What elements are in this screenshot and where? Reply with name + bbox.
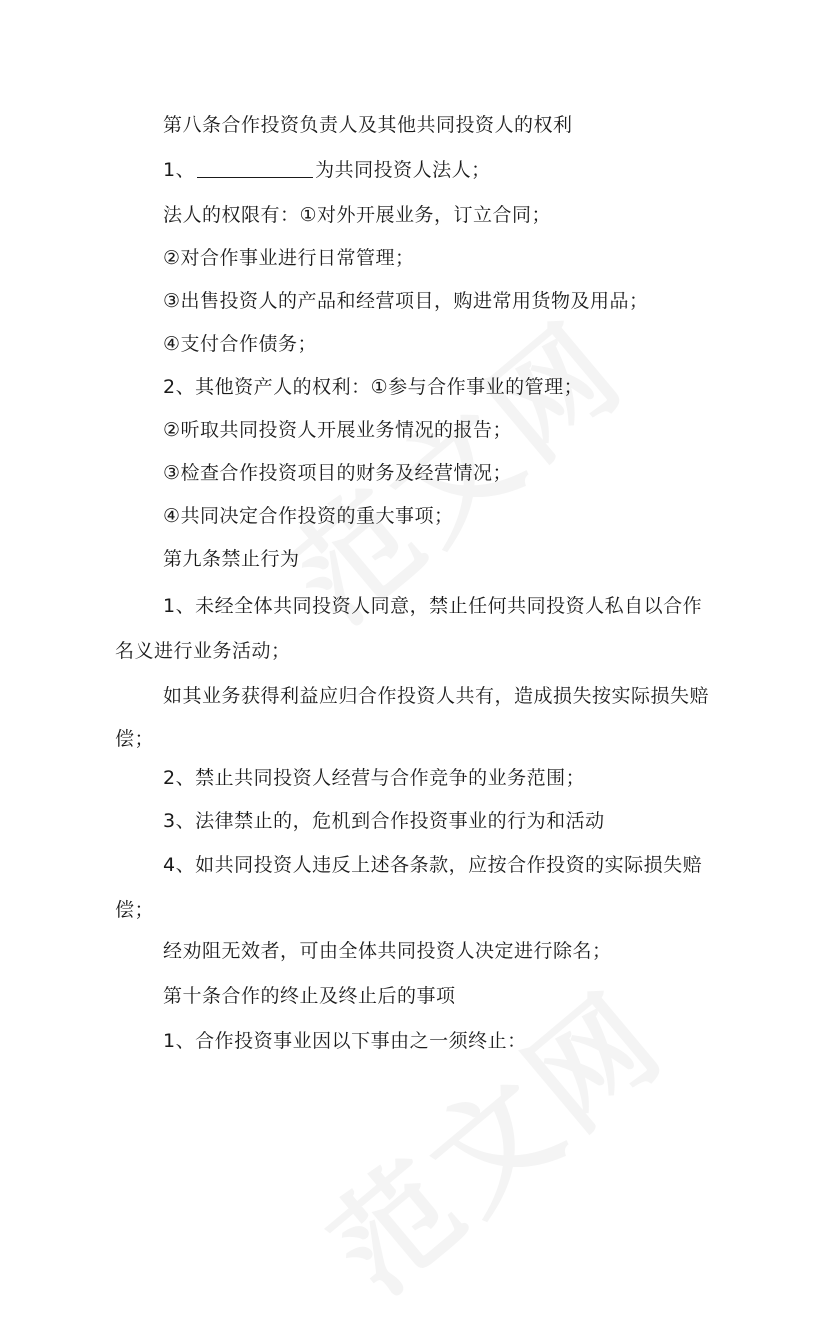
paragraph-text: 为共同投资人法人； xyxy=(315,159,491,181)
fill-in-blank[interactable] xyxy=(197,157,313,178)
paragraph-line: ②听取共同投资人开展业务情况的报告； xyxy=(163,419,513,441)
article-10-heading: 第十条合作的终止及终止后的事项 xyxy=(163,985,456,1007)
paragraph-line: ②对合作事业进行日常管理； xyxy=(163,247,415,269)
article-8-heading: 第八条合作投资负责人及其他共同投资人的权利 xyxy=(163,114,573,136)
list-number: 1、 xyxy=(163,159,196,181)
paragraph-line: 偿； xyxy=(115,728,155,750)
paragraph-line: ④支付合作债务； xyxy=(163,333,318,355)
paragraph-line: 1、未经全体共同投资人同意，禁止任何共同投资人私自以合作 xyxy=(163,595,703,617)
paragraph-line: ③检查合作投资项目的财务及经营情况； xyxy=(163,462,513,484)
paragraph-line: 1、合作投资事业因以下事由之一须终止： xyxy=(163,1030,527,1052)
paragraph-line: 2、其他资产人的权利：①参与合作事业的管理； xyxy=(163,376,584,398)
paragraph-line: 3、法律禁止的，危机到合作投资事业的行为和活动 xyxy=(163,810,605,832)
paragraph-line: ③出售投资人的产品和经营项目，购进常用货物及用品； xyxy=(163,290,649,312)
paragraph-line: ④共同决定合作投资的重大事项； xyxy=(163,505,454,527)
paragraph-line: 4、如共同投资人违反上述各条款，应按合作投资的实际损失赔 xyxy=(163,854,703,876)
paragraph-line: 2、禁止共同投资人经营与合作竞争的业务范围； xyxy=(163,767,586,789)
paragraph-line: 偿； xyxy=(115,899,155,921)
paragraph-line xyxy=(163,157,491,183)
paragraph-line: 如其业务获得利益应归合作投资人共有，造成损失按实际损失赔 xyxy=(163,685,710,707)
article-9-heading: 第九条禁止行为 xyxy=(163,548,300,570)
paragraph-line: 法人的权限有：①对外开展业务，订立合同； xyxy=(163,204,552,226)
paragraph-line: 名义进行业务活动； xyxy=(115,640,291,662)
paragraph-line: 经劝阻无效者，可由全体共同投资人决定进行除名； xyxy=(163,940,612,962)
